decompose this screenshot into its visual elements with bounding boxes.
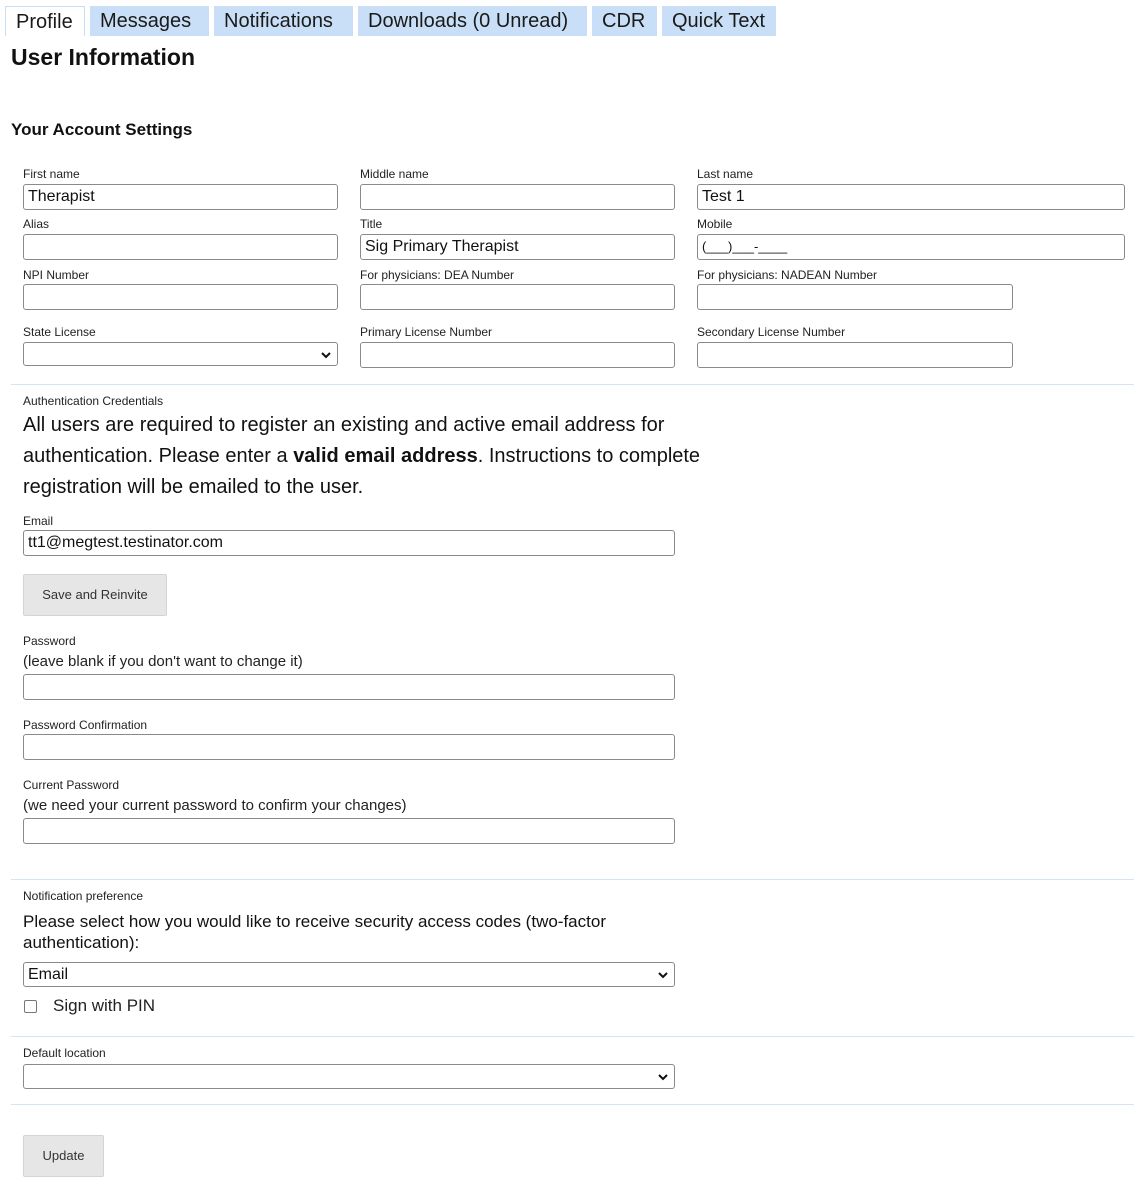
- tab-downloads[interactable]: Downloads (0 Unread): [358, 6, 587, 36]
- section-title: Your Account Settings: [11, 120, 193, 139]
- password-input[interactable]: [23, 674, 675, 700]
- chevron-down-icon: [658, 970, 668, 980]
- default-location-select[interactable]: [23, 1064, 675, 1089]
- state-license-label: State License: [23, 325, 96, 339]
- notification-selected-value: Email: [28, 966, 69, 983]
- first-name-label: First name: [23, 167, 80, 181]
- email-label: Email: [23, 514, 54, 528]
- notification-select[interactable]: [23, 962, 675, 987]
- auth-heading: Authentication Credentials: [23, 394, 164, 408]
- page-title: User Information: [11, 44, 196, 70]
- primary-license-input[interactable]: [360, 342, 675, 368]
- tab-notifications[interactable]: Notifications: [214, 6, 353, 36]
- chevron-down-icon: [321, 350, 331, 360]
- auth-text-after: . Instructions to complete registration will be emailed to the user.: [23, 445, 701, 498]
- mobile-input[interactable]: (___)___-____: [697, 234, 1125, 260]
- nadean-input[interactable]: [697, 284, 1013, 310]
- auth-instructions: [23, 410, 703, 503]
- divider: [11, 879, 1134, 880]
- sign-with-pin-checkbox[interactable]: [24, 1000, 37, 1013]
- tab-cdr[interactable]: CDR: [592, 6, 657, 36]
- state-license-select[interactable]: [23, 342, 338, 366]
- divider: [11, 1104, 1134, 1105]
- password-label: Password: [23, 634, 76, 648]
- notification-instructions: Please select how you would like to receive security access codes (two-factor authentication):: [23, 912, 606, 952]
- dea-label: For physicians: DEA Number: [360, 268, 515, 282]
- middle-name-input[interactable]: [360, 184, 675, 210]
- title-input[interactable]: Sig Primary Therapist: [360, 234, 675, 260]
- middle-name-label: Middle name: [360, 167, 429, 181]
- current-password-hint: (we need your current password to confirm your changes): [23, 797, 407, 814]
- notification-heading: Notification preference: [23, 889, 144, 903]
- tab-profile[interactable]: Profile: [5, 6, 85, 36]
- auth-text-before: All users are required to register an existing and active email address for authentication. Please enter a: [23, 414, 665, 467]
- divider: [11, 384, 1134, 385]
- save-and-reinvite-button[interactable]: Save and Reinvite: [23, 574, 167, 616]
- email-input[interactable]: tt1@megtest.testinator.com: [23, 530, 675, 556]
- nadean-label: For physicians: NADEAN Number: [697, 268, 878, 282]
- password-hint: (leave blank if you don't want to change it): [23, 653, 303, 670]
- secondary-license-input[interactable]: [697, 342, 1013, 368]
- chevron-down-icon: [658, 1072, 668, 1082]
- divider: [11, 1036, 1134, 1037]
- npi-label: NPI Number: [23, 268, 90, 282]
- default-location-label: Default location: [23, 1046, 106, 1060]
- last-name-input[interactable]: Test 1: [697, 184, 1125, 210]
- alias-label: Alias: [23, 217, 50, 231]
- update-button[interactable]: Update: [23, 1135, 104, 1177]
- sign-with-pin-label[interactable]: Sign with PIN: [53, 996, 156, 1015]
- npi-input[interactable]: [23, 284, 338, 310]
- tab-quick-text[interactable]: Quick Text: [662, 6, 776, 36]
- current-password-label: Current Password: [23, 778, 120, 792]
- auth-text-bold: valid email address: [293, 445, 478, 467]
- alias-input[interactable]: [23, 234, 338, 260]
- password-confirmation-label: Password Confirmation: [23, 718, 148, 732]
- first-name-input[interactable]: Therapist: [23, 184, 338, 210]
- secondary-license-label: Secondary License Number: [697, 325, 846, 339]
- mobile-label: Mobile: [697, 217, 733, 231]
- tab-messages[interactable]: Messages: [90, 6, 209, 36]
- current-password-input[interactable]: [23, 818, 675, 844]
- last-name-label: Last name: [697, 167, 754, 181]
- dea-input[interactable]: [360, 284, 675, 310]
- title-label: Title: [360, 217, 383, 231]
- primary-license-label: Primary License Number: [360, 325, 493, 339]
- password-confirmation-input[interactable]: [23, 734, 675, 760]
